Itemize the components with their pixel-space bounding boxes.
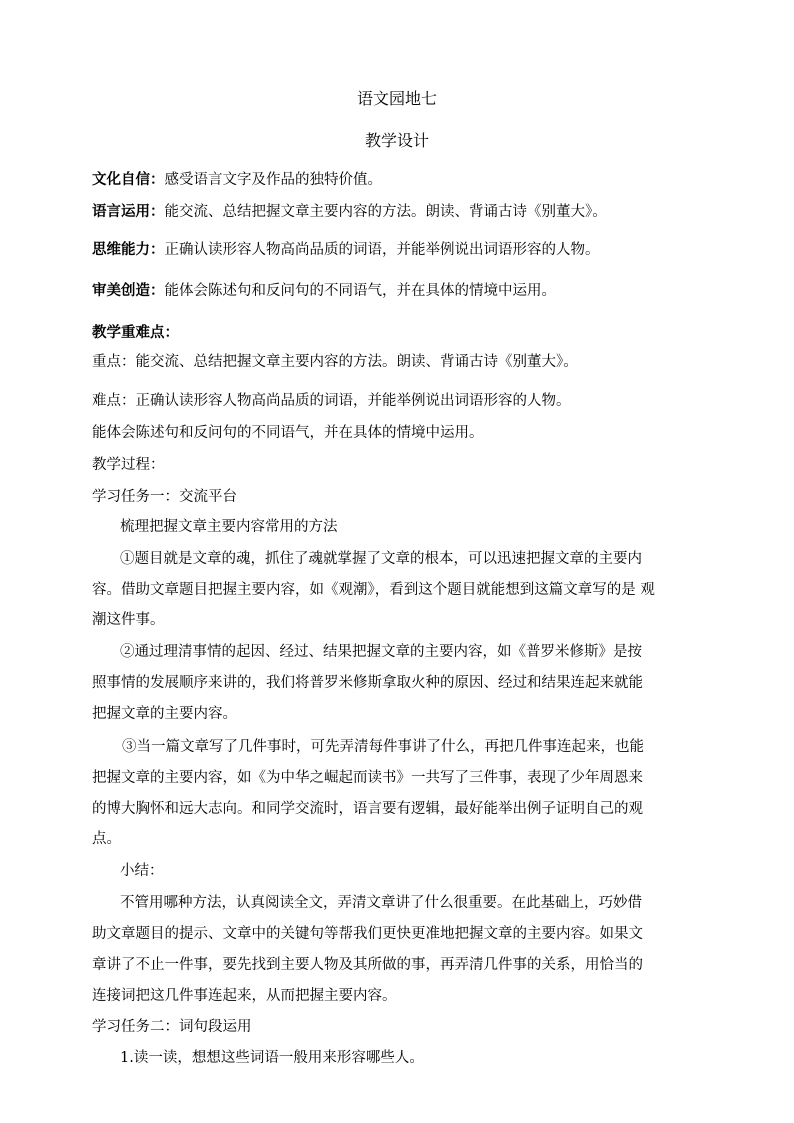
method3-line: ③当一篇文章写了几件事时，可先弄清每件事讲了什么，再把几件事连起来，也能 bbox=[122, 739, 644, 755]
method3-line: 点。 bbox=[92, 831, 121, 847]
method2-line: 把握文章的主要内容。 bbox=[92, 706, 237, 722]
method1-line: 潮这件事。 bbox=[92, 612, 165, 628]
method3-line: 的博大胸怀和远大志向。和同学交流时，语言要有逻辑，最好能举出例子证明自己的观 bbox=[92, 801, 643, 817]
method1-line: ①题目就是文章的魂，抓住了魂就掌握了文章的根本，可以迅速把握文章的主要内 bbox=[120, 551, 642, 567]
goal-language bbox=[92, 202, 607, 222]
difficult-point: 能体会陈述句和反问句的不同语气，并在具体的情境中运用。 bbox=[92, 425, 484, 441]
summary-line: 助文章题目的提示、文章中的关键句等帮我们更快更准地把握文章的主要内容。如果文 bbox=[92, 926, 643, 942]
goal-text: 能交流、总结把握文章主要内容的方法。朗读、背诵古诗《别董大》。 bbox=[164, 204, 607, 220]
goal-thinking bbox=[92, 240, 600, 260]
difficult-point: 难点：正确认读形容人物高尚品质的词语，并能举例说出词语形容的人物。 bbox=[92, 393, 571, 409]
goal-label: 思维能力： bbox=[92, 241, 165, 258]
goal-text: 能体会陈述句和反问句的不同语气，并在具体的情境中运用。 bbox=[164, 283, 556, 299]
method2-line: ②通过理清事情的起因、经过、结果把握文章的主要内容，如《普罗米修斯》是按 bbox=[120, 644, 642, 660]
summary-line: 连接词把这几件事连起来，从而把握主要内容。 bbox=[92, 988, 397, 1004]
task2-item: 1.读一读，想想这些词语一般用来形容哪些人。 bbox=[120, 1050, 424, 1066]
key-difficult-heading: 教学重难点： bbox=[92, 324, 179, 341]
goal-label: 审美创造： bbox=[92, 282, 165, 299]
method2-line: 照事情的发展顺序来讲的，我们将普罗米修斯拿取火种的原因、经过和结果连起来就能 bbox=[92, 675, 643, 691]
document-title: 语文园地七 bbox=[356, 89, 437, 108]
summary-line: 章讲了不止一件事，要先找到主要人物及其所做的事，再弄清几件事的关系，用恰当的 bbox=[92, 957, 643, 973]
goal-text: 感受语言文字及作品的独特价值。 bbox=[164, 172, 382, 188]
goal-label: 文化自信： bbox=[92, 171, 165, 188]
goal-culture bbox=[92, 170, 382, 190]
task1-heading: 学习任务一：交流平台 bbox=[92, 489, 237, 505]
goal-aesthetic bbox=[92, 281, 556, 301]
summary-line: 不管用哪种方法，认真阅读全文，弄清文章讲了什么很重要。在此基础上，巧妙借 bbox=[120, 895, 642, 911]
task2-heading: 学习任务二：词句段运用 bbox=[92, 1019, 252, 1035]
key-point: 重点：能交流、总结把握文章主要内容的方法。朗读、背诵古诗《别董大》。 bbox=[92, 354, 578, 370]
goal-label: 语言运用： bbox=[92, 203, 165, 220]
summary-heading: 小结： bbox=[120, 863, 164, 879]
goal-text: 正确认读形容人物高尚品质的词语，并能举例说出词语形容的人物。 bbox=[164, 242, 600, 258]
document-subtitle: 教学设计 bbox=[364, 131, 429, 150]
method1-line: 容。借助文章题目把握主要内容，如《观潮》，看到这个题目就能想到这篇文章写的是 观 bbox=[92, 582, 655, 598]
process-heading: 教学过程： bbox=[92, 457, 165, 473]
method3-line: 把握文章的主要内容，如《为中华之崛起而读书》一共写了三件事，表现了少年周恩来 bbox=[92, 770, 643, 786]
task1-intro: 梳理把握文章主要内容常用的方法 bbox=[120, 519, 338, 535]
